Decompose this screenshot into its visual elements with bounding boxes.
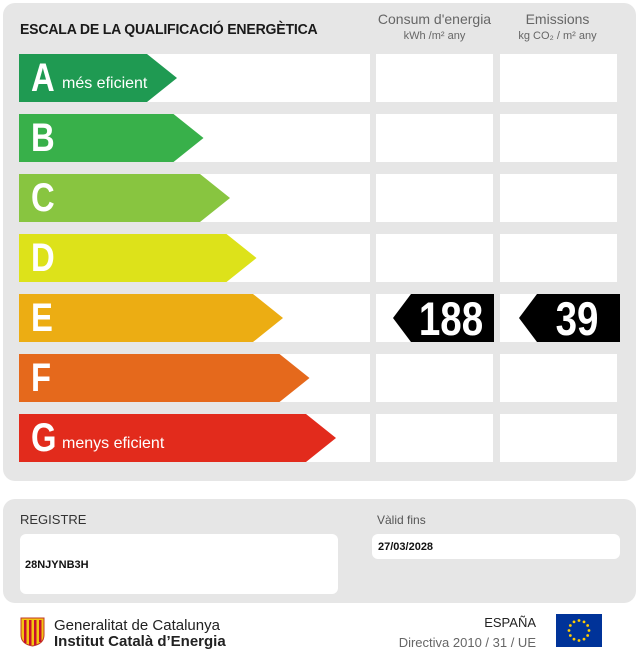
class-arrow-shape (19, 294, 283, 342)
consumption-label: Consum d'energia (377, 11, 492, 27)
valid-until-value: 27/03/2028 (378, 541, 434, 553)
consumption-unit: kWh /m² any (403, 30, 466, 42)
consumption-cell (376, 54, 493, 102)
class-arrow-e (19, 294, 283, 342)
emissions-cell (500, 174, 617, 222)
class-arrow-f (19, 354, 310, 402)
consumption-value: 188 (418, 292, 484, 345)
eu-star (569, 624, 572, 627)
class-letter: D (31, 236, 55, 280)
directive-label: Directiva 2010 / 31 / UE (398, 635, 536, 650)
emissions-unit: kg CO₂ / m² any (518, 30, 597, 42)
registry-label: REGISTRE (20, 512, 87, 527)
class-letter: F (31, 356, 52, 400)
eu-star (586, 634, 589, 637)
consumption-rating-marker (393, 292, 494, 345)
eu-star (568, 629, 571, 632)
emissions-label: Emissions (525, 11, 590, 27)
consumption-cell (376, 174, 493, 222)
eu-star (578, 639, 581, 642)
emissions-rating-marker (519, 292, 620, 345)
eu-star (573, 620, 576, 623)
class-letter: E (31, 296, 53, 340)
class-note: més eficient (62, 75, 148, 92)
emissions-cell (500, 354, 617, 402)
class-letter: G (31, 416, 57, 460)
eu-star (573, 638, 576, 641)
consumption-cell (376, 234, 493, 282)
country-label: ESPAÑA (484, 615, 536, 630)
eu-star (583, 638, 586, 641)
eu-star (583, 620, 586, 623)
generalitat-logo-icon (20, 617, 45, 647)
eu-star (588, 629, 591, 632)
eu-star (569, 634, 572, 637)
emissions-header (499, 10, 616, 43)
class-note: menys eficient (62, 435, 165, 452)
consumption-cell (376, 414, 493, 462)
emissions-cell (500, 114, 617, 162)
emissions-cell (500, 234, 617, 282)
class-arrow-shape (19, 354, 310, 402)
emissions-cell (500, 414, 617, 462)
consumption-cell (376, 114, 493, 162)
consumption-cell (376, 354, 493, 402)
class-letter: B (31, 116, 55, 160)
org-name-line2: Institut Català d’Energia (54, 633, 226, 650)
emissions-value: 39 (555, 292, 599, 345)
eu-star (586, 624, 589, 627)
emissions-cell (500, 54, 617, 102)
eu-star (578, 619, 581, 622)
eu-flag-icon (556, 614, 602, 647)
class-letter: A (31, 56, 55, 100)
scale-title: ESCALA DE LA QUALIFICACIÓ ENERGÈTICA (20, 22, 318, 38)
consumption-header (376, 10, 493, 43)
registry-value: 28NJYNB3H (25, 559, 89, 571)
valid-until-label: Vàlid fins (377, 513, 426, 527)
class-letter: C (31, 176, 55, 220)
org-name-line1: Generalitat de Catalunya (54, 617, 220, 634)
